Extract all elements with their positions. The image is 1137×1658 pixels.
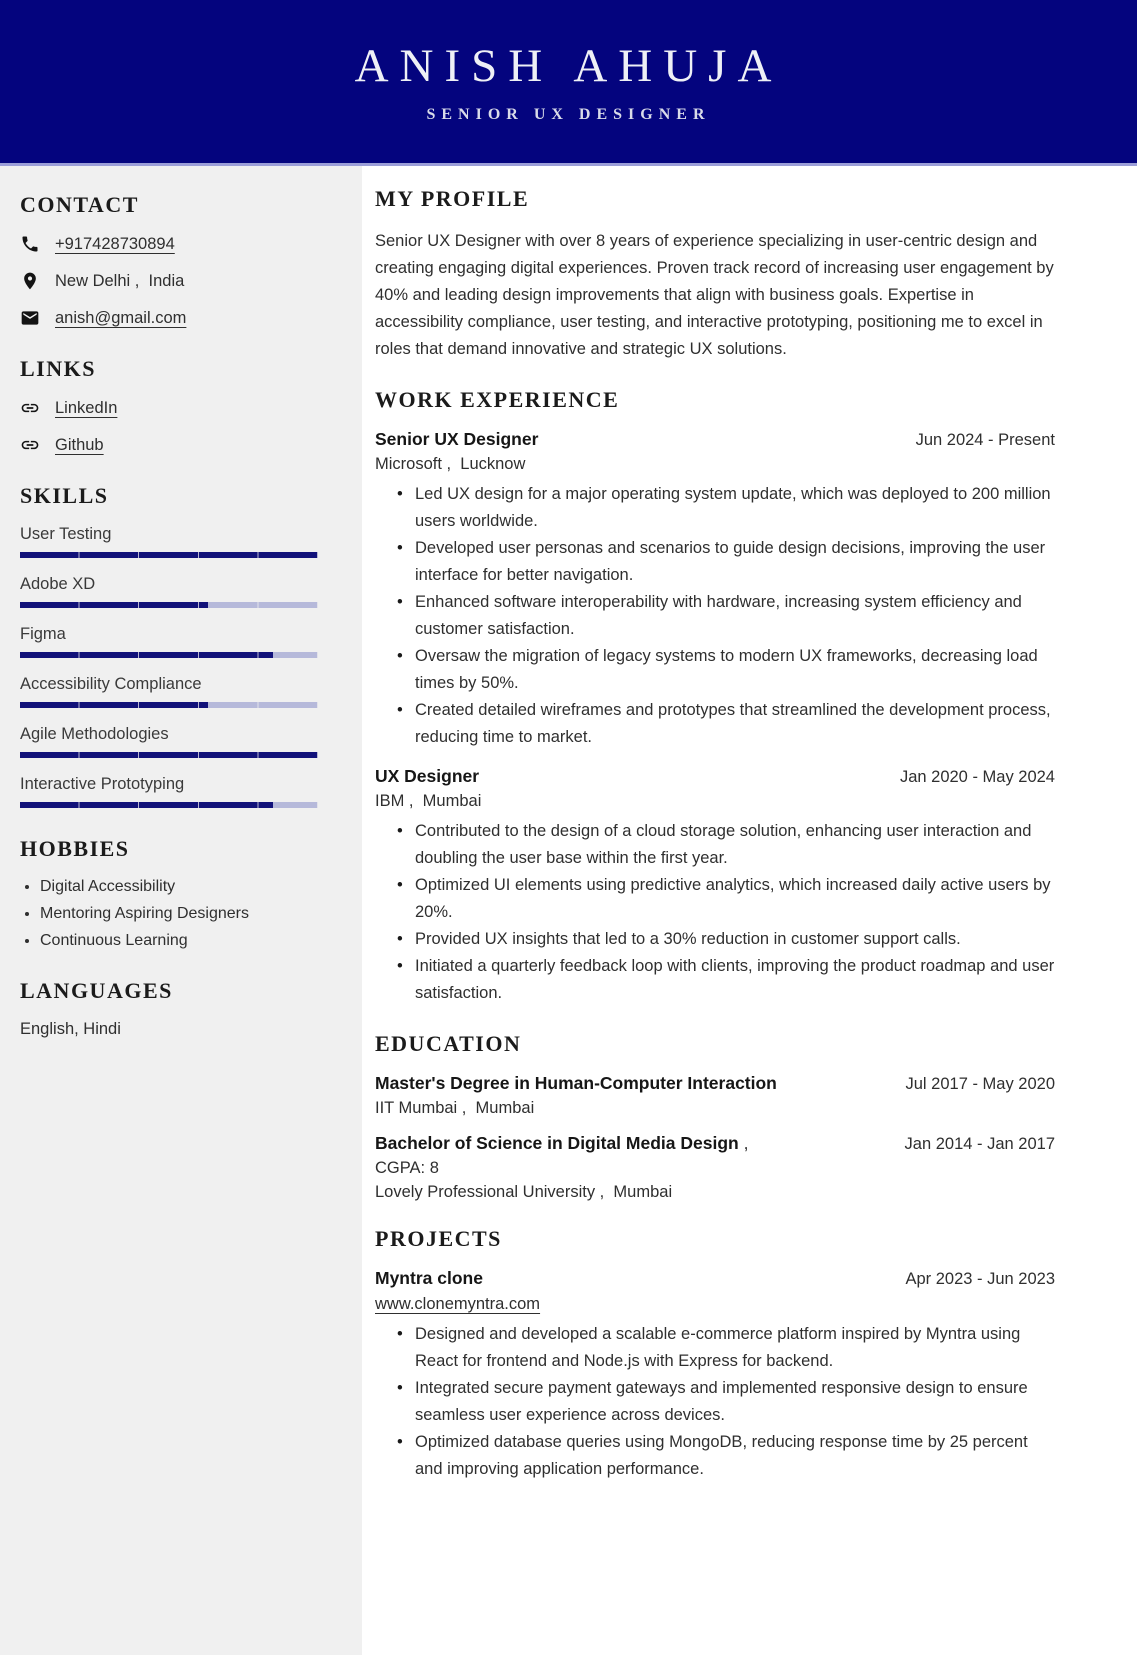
work-experience-section — [375, 387, 1055, 1007]
skill-item — [20, 725, 338, 758]
bullet-item: • Initiated a quarterly feedback loop with clients, improving the product roadmap and user satisfaction. — [397, 953, 1055, 1007]
skill-label: Agile Methodologies — [20, 725, 169, 743]
skill-item — [20, 625, 338, 658]
job-company: IBM , Mumbai — [375, 792, 482, 810]
profile-section — [375, 186, 1055, 363]
education-header — [375, 1073, 1055, 1094]
education-entry — [375, 1133, 1055, 1202]
bullet-item: • Integrated secure payment gateways and implemented responsive design to ensure seamless user experience across devices. — [397, 1375, 1055, 1429]
job-bullet-list — [375, 481, 1055, 751]
phone-link[interactable]: +917428730894 — [55, 234, 175, 253]
job-entry — [375, 766, 1055, 1007]
education-dates: Jan 2014 - Jan 2017 — [904, 1135, 1055, 1153]
phone-row — [20, 234, 338, 254]
skills-section — [20, 483, 338, 808]
sidebar — [0, 166, 362, 1655]
education-school: Lovely Professional University , Mumbai — [375, 1183, 673, 1201]
skill-bar — [20, 802, 318, 808]
body — [0, 166, 1137, 1655]
github-link[interactable]: Github — [55, 435, 104, 454]
bullet-item: • Enhanced software interoperability with hardware, increasing system efficiency and customer satisfaction. — [397, 589, 1055, 643]
skills-heading: SKILLS — [20, 483, 109, 508]
location-row — [20, 271, 338, 291]
job-company: Microsoft , Lucknow — [375, 455, 526, 473]
skill-bar-fill — [20, 652, 273, 658]
education-heading: EDUCATION — [375, 1031, 522, 1056]
hobbies-section — [20, 836, 338, 950]
job-dates: Jun 2024 - Present — [915, 431, 1055, 449]
job-entry — [375, 429, 1055, 751]
email-link[interactable]: anish@gmail.com — [55, 308, 187, 327]
profile-heading: MY PROFILE — [375, 186, 530, 211]
bullet-item: • Designed and developed a scalable e-commerce platform inspired by Myntra using React for frontend and Node.js with Express for backend. — [397, 1321, 1055, 1375]
project-bullet-list — [375, 1321, 1055, 1483]
hobbies-list — [20, 878, 338, 950]
skill-label: Interactive Prototyping — [20, 775, 185, 793]
hobby-item: • Mentoring Aspiring Designers — [40, 905, 338, 923]
candidate-name: ANISH AHUJA — [354, 40, 783, 92]
project-header — [375, 1268, 1055, 1289]
skill-label: User Testing — [20, 525, 112, 543]
link-icon — [20, 435, 40, 455]
skill-item — [20, 575, 338, 608]
bullet-item: • Optimized database queries using MongoDB, reducing response time by 25 percent and improving application performance. — [397, 1429, 1055, 1483]
job-header — [375, 429, 1055, 450]
bullet-item: • Contributed to the design of a cloud storage solution, enhancing user interaction and doubling the user base within the first year. — [397, 818, 1055, 872]
header-banner — [0, 0, 1137, 166]
job-title: UX Designer — [375, 766, 480, 786]
job-bullet-list — [375, 818, 1055, 1007]
skill-bar — [20, 652, 318, 658]
education-section — [375, 1031, 1055, 1202]
skill-label: Adobe XD — [20, 575, 96, 593]
hobby-item: • Continuous Learning — [40, 932, 338, 950]
links-section — [20, 356, 338, 455]
job-header — [375, 766, 1055, 787]
education-entry — [375, 1073, 1055, 1118]
email-icon — [20, 308, 40, 328]
skill-item — [20, 675, 338, 708]
project-url-link[interactable]: www.clonemyntra.com — [375, 1295, 541, 1313]
education-school: IIT Mumbai , Mumbai — [375, 1099, 535, 1117]
profile-text: Senior UX Designer with over 8 years of experience specializing in user-centric design and creating engaging digital experiences. Proven track record of increasing user engagement by 40% and leading design improvements that align with business goals. Expertise in accessibility compliance, user testing, and interactive prototyping, positioning me to excel in roles that demand innovative and strategic UX solutions. — [375, 232, 1054, 358]
phone-icon — [20, 234, 40, 254]
project-dates: Apr 2023 - Jun 2023 — [905, 1270, 1055, 1288]
project-name: Myntra clone — [375, 1268, 483, 1288]
skill-bar-fill — [20, 752, 318, 758]
skill-bar — [20, 602, 318, 608]
skill-bar-fill — [20, 802, 273, 808]
github-row — [20, 435, 338, 455]
skill-bar — [20, 702, 318, 708]
hobby-item: • Digital Accessibility — [40, 878, 338, 896]
bullet-item: • Provided UX insights that led to a 30% reduction in customer support calls. — [397, 926, 1055, 953]
job-dates: Jan 2020 - May 2024 — [899, 768, 1055, 786]
skill-bar-fill — [20, 602, 208, 608]
bullet-item: • Created detailed wireframes and prototypes that streamlined the development process, reducing time to market. — [397, 697, 1055, 751]
linkedin-row — [20, 398, 338, 418]
skill-label: Accessibility Compliance — [20, 675, 202, 693]
skill-bar-fill — [20, 702, 208, 708]
education-cgpa: CGPA: 8 — [375, 1159, 439, 1177]
job-title: Senior UX Designer — [375, 429, 539, 449]
education-dates: Jul 2017 - May 2020 — [905, 1075, 1055, 1093]
hobbies-heading: HOBBIES — [20, 836, 130, 861]
email-row — [20, 308, 338, 328]
languages-value: English, Hindi — [20, 1020, 121, 1038]
skill-bar — [20, 552, 318, 558]
languages-section — [20, 978, 338, 1039]
location-pin-icon — [20, 271, 40, 291]
linkedin-link[interactable]: LinkedIn — [55, 398, 118, 417]
skill-item — [20, 525, 338, 558]
skill-bar — [20, 752, 318, 758]
candidate-job-title: SENIOR UX DESIGNER — [426, 106, 711, 123]
projects-section — [375, 1226, 1055, 1483]
skill-bar-fill — [20, 552, 318, 558]
location-text: New Delhi , India — [55, 271, 185, 290]
contact-section — [20, 192, 338, 328]
skill-label: Figma — [20, 625, 66, 643]
link-icon — [20, 398, 40, 418]
degree-title: Bachelor of Science in Digital Media Design , — [375, 1133, 749, 1153]
bullet-item: • Oversaw the migration of legacy systems to modern UX frameworks, decreasing load times by 50%. — [397, 643, 1055, 697]
contact-heading: CONTACT — [20, 192, 139, 217]
main-content — [362, 166, 1137, 1655]
links-heading: LINKS — [20, 356, 96, 381]
bullet-item: • Led UX design for a major operating system update, which was deployed to 200 million users worldwide. — [397, 481, 1055, 535]
skill-item — [20, 775, 338, 808]
bullet-item: • Developed user personas and scenarios to guide design decisions, improving the user interface for better navigation. — [397, 535, 1055, 589]
work-heading: WORK EXPERIENCE — [375, 387, 620, 412]
bullet-item: • Optimized UI elements using predictive analytics, which increased daily active users by 20%. — [397, 872, 1055, 926]
project-entry — [375, 1268, 1055, 1483]
degree-title: Master's Degree in Human-Computer Interaction — [375, 1073, 777, 1093]
education-header — [375, 1133, 1055, 1154]
languages-heading: LANGUAGES — [20, 978, 173, 1003]
projects-heading: PROJECTS — [375, 1226, 502, 1251]
